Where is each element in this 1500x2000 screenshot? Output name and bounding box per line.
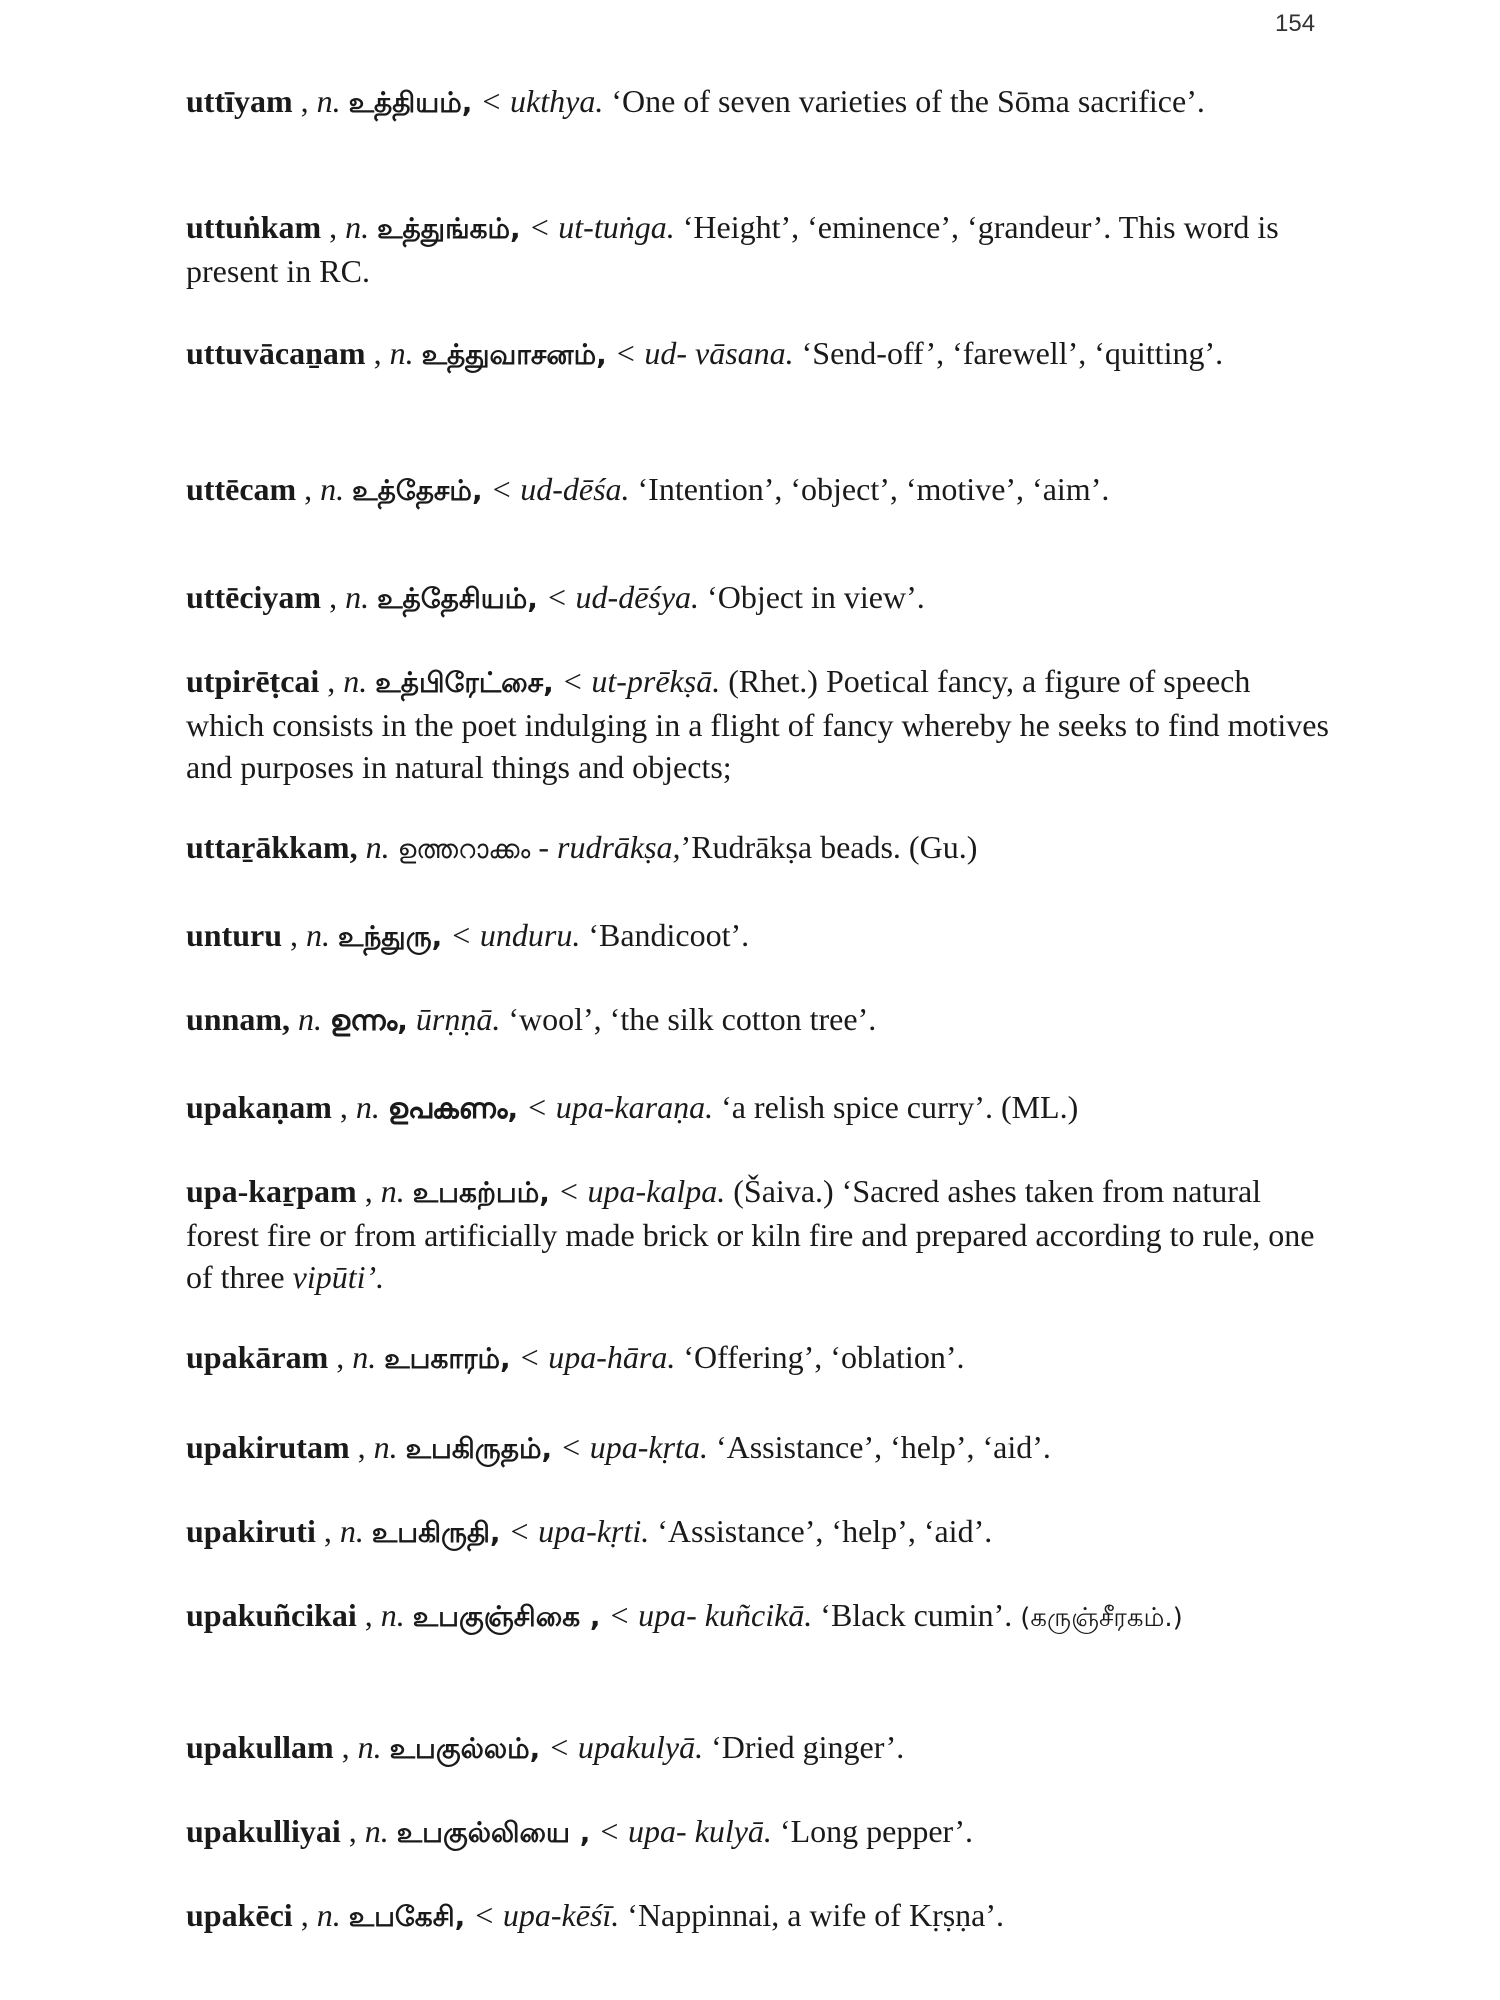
tamil-word: உந்துரு, <box>338 920 443 953</box>
definition: ‘wool’, ‘the silk cotton tree’. <box>500 1001 877 1037</box>
dictionary-entry: upakirutam , n. உபகிருதம், < upa-kṛta. ‘Assistance’, ‘help’, ‘aid’. <box>186 1429 1051 1465</box>
headword: uttēciyam <box>186 579 322 615</box>
malayalam-word: ഉപകണം, <box>387 1092 519 1125</box>
definition: ‘One of seven varieties of the Sōma sacrifice’. <box>603 83 1205 119</box>
etymology: < upa- kulyā. <box>598 1813 772 1849</box>
definition: ‘Bandicoot’. <box>580 917 750 953</box>
etymology: < upa-kṛti. <box>508 1513 650 1549</box>
tamil-word: உபகுஞ்சிகை , <box>412 1600 601 1633</box>
dictionary-entry: upakullam , n. உபகுல்லம், < upakulyā. ‘Dried ginger’. <box>186 1729 905 1765</box>
dictionary-entry: upakēci , n. உபகேசி, < upa-kēśī. ‘Nappinnai, a wife of Kṛṣṇa’. <box>186 1897 1005 1933</box>
headword: unnam, <box>186 1001 291 1037</box>
etymology: < upa- kuñcikā. <box>608 1597 813 1633</box>
dictionary-entry <box>186 826 1336 871</box>
part-of-speech: n. <box>355 1089 380 1125</box>
part-of-speech: n. <box>352 1339 377 1375</box>
tamil-word: உபகாரம், <box>384 1342 511 1375</box>
etymology: < ukthya. <box>480 83 604 119</box>
part-of-speech: n. <box>365 829 390 865</box>
definition: (Rhet.) Poetical fancy, a figure of speech which consists in the poet indulging in a flight of fancy whereby he seeks to find motives and purposes in natural things and objects; <box>186 663 1329 785</box>
etymology: < upakulyā. <box>548 1729 704 1765</box>
headword: upakuñcikai <box>186 1597 357 1633</box>
part-of-speech: n. <box>389 335 414 371</box>
part-of-speech: n. <box>316 83 341 119</box>
definition: ‘Assistance’, ‘help’, ‘aid’. <box>649 1513 993 1549</box>
tamil-word: உபகுல்லியை , <box>396 1816 591 1849</box>
definition: ‘Object in view’. <box>699 579 925 615</box>
definition: ‘Send-off’, ‘farewell’, ‘quitting’. <box>793 335 1224 371</box>
dictionary-entry: uttuvācaṉam , n. உத்துவாசனம், < ud- vāsana. ‘Send-off’, ‘farewell’, ‘quitting’. <box>186 335 1224 371</box>
definition: ‘Intention’, ‘object’, ‘motive’, ‘aim’. <box>629 471 1110 507</box>
dictionary-entry: upa-kaṟpam , n. உபகற்பம், < upa-kalpa. (Šaiva.) ‘Sacred ashes taken from natural forest fire or from artificially made brick or kiln fire and prepared according to rule, one of three vipūti’. <box>186 1173 1315 1295</box>
page-number: 154 <box>1275 10 1316 37</box>
headword: upakaṇam <box>186 1089 332 1125</box>
definition: (Šaiva.) ‘Sacred ashes taken from natural forest fire or from artificially made brick or kiln fire and prepared according to rule, one of three <box>186 1173 1315 1295</box>
dictionary-entry: upakāram , n. உபகாரம், < upa-hāra. ‘Offering’, ‘oblation’. <box>186 1339 965 1375</box>
dictionary-entry: upakuñcikai , n. உபகுஞ்சிகை , < upa- kuñcikā. ‘Black cumin’. (கருஞ்சீரகம்.) <box>186 1597 1183 1633</box>
headword: upakēci <box>186 1897 293 1933</box>
part-of-speech: n. <box>364 1813 389 1849</box>
tamil-gloss: (கருஞ்சீரகம்.) <box>1020 1603 1183 1633</box>
malayalam-word: ഉന്നം, <box>330 1004 408 1037</box>
tamil-word: உபகற்பம், <box>412 1176 550 1209</box>
definition: ‘Height’, ‘eminence’, ‘grandeur’. This word is present in RC. <box>186 209 1279 289</box>
part-of-speech: n. <box>345 209 370 245</box>
definition: ‘Dried ginger’. <box>703 1729 905 1765</box>
etymology: - rudrākṣa, <box>538 829 681 865</box>
dictionary-entry: upakulliyai , n. உபகுல்லியை , < upa- kulyā. ‘Long pepper’. <box>186 1813 974 1849</box>
part-of-speech: n. <box>373 1429 398 1465</box>
part-of-speech: n. <box>357 1729 382 1765</box>
headword: upakāram <box>186 1339 329 1375</box>
part-of-speech: n. <box>306 917 331 953</box>
etymology: < ut-tuṅga. <box>528 209 675 245</box>
etymology: < upa-hāra. <box>518 1339 676 1375</box>
etymology: < upa-karaṇa. <box>526 1089 714 1125</box>
headword: utpirēṭcai <box>186 663 320 699</box>
headword: upa-kaṟpam <box>186 1173 357 1209</box>
part-of-speech: n. <box>298 1001 323 1037</box>
definition: ’Rudrākṣa beads. (Gu.) <box>680 829 978 865</box>
dictionary-entry: upakiruti , n. உபகிருதி, < upa-kṛti. ‘Assistance’, ‘help’, ‘aid’. <box>186 1513 993 1549</box>
etymology: < upa-kēśī. <box>473 1897 620 1933</box>
tamil-word: உத்தியம், <box>348 86 473 119</box>
headword: uttaṟākkam, <box>186 829 358 865</box>
headword: upakiruti <box>186 1513 316 1549</box>
definition: ‘Nappinnai, a wife of Kṛṣṇa’. <box>619 1897 1005 1933</box>
etymology: ūrṇṇā. <box>415 1001 501 1037</box>
etymology: < upa-kalpa. <box>557 1173 726 1209</box>
headword: unturu <box>186 917 283 953</box>
headword: uttuvācaṉam <box>186 335 366 371</box>
dictionary-entry <box>186 998 1336 1042</box>
tamil-word: உபகிருதி, <box>371 1516 501 1549</box>
tamil-word: உத்தேசியம், <box>377 582 538 615</box>
definition: ‘Black cumin’. <box>812 1597 1021 1633</box>
headword: upakullam <box>186 1729 334 1765</box>
part-of-speech: n. <box>320 471 345 507</box>
etymology: < unduru. <box>450 917 581 953</box>
definition: ‘a relish spice curry’. (ML.) <box>713 1089 1079 1125</box>
malayalam-word: ഉത്തറാക്കം <box>397 835 531 865</box>
dictionary-entry: uttēcam , n. உத்தேசம், < ud-dēśa. ‘Intention’, ‘object’, ‘motive’, ‘aim’. <box>186 471 1110 507</box>
headword: uttēcam <box>186 471 297 507</box>
tamil-word: உத்பிரேட்சை, <box>375 666 554 699</box>
headword: uttīyam <box>186 83 293 119</box>
part-of-speech: n. <box>380 1173 405 1209</box>
part-of-speech: n. <box>316 1897 341 1933</box>
tamil-word: உத்துங்கம், <box>377 212 521 245</box>
tamil-word: உபகுல்லம், <box>389 1732 541 1765</box>
dictionary-entry: uttuṅkam , n. உத்துங்கம், < ut-tuṅga. ‘Height’, ‘eminence’, ‘grandeur’. This word is present in RC. <box>186 209 1279 289</box>
tamil-word: உபகேசி, <box>348 1900 466 1933</box>
part-of-speech: n. <box>380 1597 405 1633</box>
tamil-word: உத்துவாசனம், <box>421 338 607 371</box>
etymology: < ut-prēkṣā. <box>561 663 721 699</box>
dictionary-entry: unturu , n. உந்துரு, < unduru. ‘Bandicoot’. <box>186 917 750 953</box>
definition: ‘Offering’, ‘oblation’. <box>675 1339 965 1375</box>
dictionary-entry: upakaṇam , n. ഉപകണം, < upa-karaṇa. ‘a relish spice curry’. (ML.) <box>186 1089 1079 1125</box>
part-of-speech: n. <box>339 1513 364 1549</box>
etymology: < upa-kṛta. <box>560 1429 708 1465</box>
tamil-word: உத்தேசம், <box>352 474 483 507</box>
headword: uttuṅkam <box>186 209 322 245</box>
etymology: < ud-dēśya. <box>545 579 700 615</box>
dictionary-entry: uttēciyam , n. உத்தேசியம், < ud-dēśya. ‘Object in view’. <box>186 579 925 615</box>
headword: upakulliyai <box>186 1813 341 1849</box>
tamil-word: உபகிருதம், <box>405 1432 553 1465</box>
definition: ‘Assistance’, ‘help’, ‘aid’. <box>707 1429 1051 1465</box>
dictionary-entry: uttīyam , n. உத்தியம், < ukthya. ‘One of seven varieties of the Sōma sacrifice’. <box>186 83 1205 119</box>
definition-italic: vipūti’. <box>292 1259 385 1295</box>
dictionary-entry: utpirēṭcai , n. உத்பிரேட்சை, < ut-prēkṣā. (Rhet.) Poetical fancy, a figure of speech which consists in the poet indulging in a flight of fancy whereby he seeks to find motives and purposes in natural things and objects; <box>186 663 1329 785</box>
etymology: < ud- vāsana. <box>614 335 794 371</box>
etymology: < ud-dēśa. <box>490 471 630 507</box>
part-of-speech: n. <box>343 663 368 699</box>
headword: upakirutam <box>186 1429 350 1465</box>
definition: ‘Long pepper’. <box>771 1813 974 1849</box>
part-of-speech: n. <box>345 579 370 615</box>
